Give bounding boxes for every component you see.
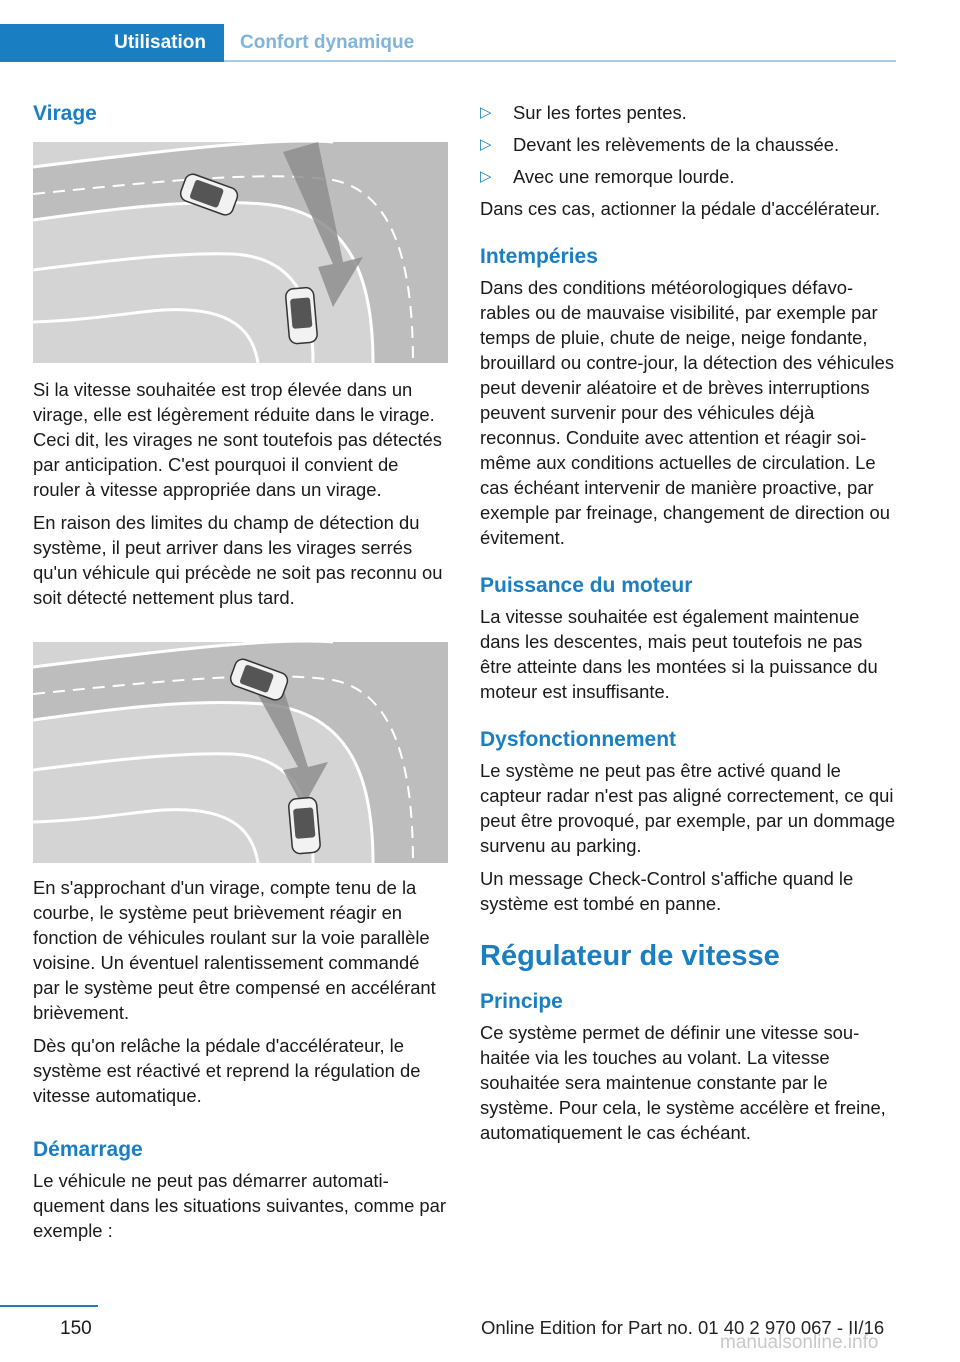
tab-utilisation[interactable] bbox=[0, 24, 224, 62]
paragraph: En raison des limites du champ de détection du système, il peut arriver dans les virages serrés qu'un véhicule qui précède ne soit pas reconnu ou soit détecté nettement plus tard. bbox=[33, 512, 443, 608]
section-title-principe: Principe bbox=[480, 990, 563, 1013]
list-item-text: Avec une remorque lourde. bbox=[513, 166, 735, 187]
curve-illustration-2 bbox=[33, 642, 448, 863]
paragraph: Le véhicule ne peut pas démarrer automatiquement dans les situations suivantes, comme par exemple : bbox=[33, 1170, 446, 1241]
triangle-bullet-icon: ▷ bbox=[480, 168, 492, 185]
footer-rule bbox=[0, 1305, 98, 1307]
section-title-virage: Virage bbox=[33, 102, 97, 125]
paragraph: Un message Check-Control s'affiche quand le système est tombé en panne. bbox=[480, 868, 854, 914]
section-title-puissance: Puissance du moteur bbox=[480, 574, 693, 597]
page-number: 150 bbox=[60, 1318, 92, 1339]
paragraph: La vitesse souhaitée est également maintenue dans les descentes, mais peut toutefois ne pas être atteinte dans les montées si la puissance du moteur est insuffisante. bbox=[480, 606, 878, 702]
edition-note: Online Edition for Part no. 01 40 2 970 067 - II/16 bbox=[481, 1317, 885, 1338]
list-item-text: Devant les relèvements de la chaussée. bbox=[513, 134, 840, 155]
paragraph: Dans ces cas, actionner la pédale d'accélérateur. bbox=[480, 198, 881, 219]
tab-confort-dynamique-label: Confort dynamique bbox=[240, 32, 415, 53]
paragraph: Dès qu'on relâche la pédale d'accélérateur, le système est réactivé et reprend la régulation de vitesse automatique. bbox=[33, 1035, 421, 1106]
paragraph: Si la vitesse souhaitée est trop élevée dans un virage, elle est légèrement réduite dans le virage. Ceci dit, les virages ne sont toutefois pas détectés par anticipation. C'est pourquoi il convient de rouler à vitesse appropriée dans un virage. bbox=[33, 379, 442, 500]
paragraph: Le système ne peut pas être activé quand le capteur radar n'est pas aligné correctement, ce qui peut être provoqué, par exemple, par un dommage survenu au parking. bbox=[480, 760, 896, 856]
tab-utilisation-label: Utilisation bbox=[114, 32, 206, 53]
tab-confort-dynamique[interactable] bbox=[240, 24, 414, 62]
section-title-dysfonctionnement: Dysfonctionnement bbox=[480, 728, 677, 751]
paragraph: Dans des conditions météorologiques défavorables ou de mauvaise visibilité, par exemple par temps de pluie, chute de neige, neige fondante, brouillard ou contre-jour, la détection des véhicules peut devenir aléatoire et de brèves interruptions peuvent survenir pour des véhicules déjà reconnus. Conduite avec attention et réagir soi-même aux conditions actuelles de circulation. Le cas échéant intervenir de manière proactive, par exemple par freinage, changement de direction ou évitement. bbox=[480, 277, 895, 548]
triangle-bullet-icon: ▷ bbox=[480, 104, 492, 121]
triangle-bullet-icon: ▷ bbox=[480, 136, 492, 153]
chapter-title-regulateur: Régulateur de vitesse bbox=[480, 940, 780, 972]
header-rule bbox=[224, 60, 896, 62]
conditions-list bbox=[480, 100, 896, 189]
list-item-text: Sur les fortes pentes. bbox=[513, 102, 687, 123]
car-icon bbox=[288, 797, 321, 854]
section-title-intemperies: Intempéries bbox=[480, 245, 598, 268]
curve-illustration-1 bbox=[33, 142, 448, 363]
paragraph: Ce système permet de définir une vitesse souhaitée via les touches au volant. La vitesse souhaitée sera maintenue constante par le système. Pour cela, le système accélère et freine, automatiquement le cas échéant. bbox=[480, 1022, 886, 1143]
list-item bbox=[480, 164, 896, 189]
watermark: manualsonline.info bbox=[720, 1332, 879, 1353]
paragraph: En s'approchant d'un virage, compte tenu de la courbe, le système peut brièvement réagir en fonction de véhicules roulant sur la voie parallèle voisine. Un éventuel ralentissement commandé par le système peut être compensé en accélérant brièvement. bbox=[33, 877, 436, 1023]
right-column bbox=[480, 100, 896, 1153]
list-item bbox=[480, 132, 896, 157]
car-icon bbox=[285, 287, 318, 344]
list-item bbox=[480, 100, 896, 125]
left-column bbox=[33, 100, 449, 1251]
section-title-demarrage: Démarrage bbox=[33, 1138, 143, 1161]
